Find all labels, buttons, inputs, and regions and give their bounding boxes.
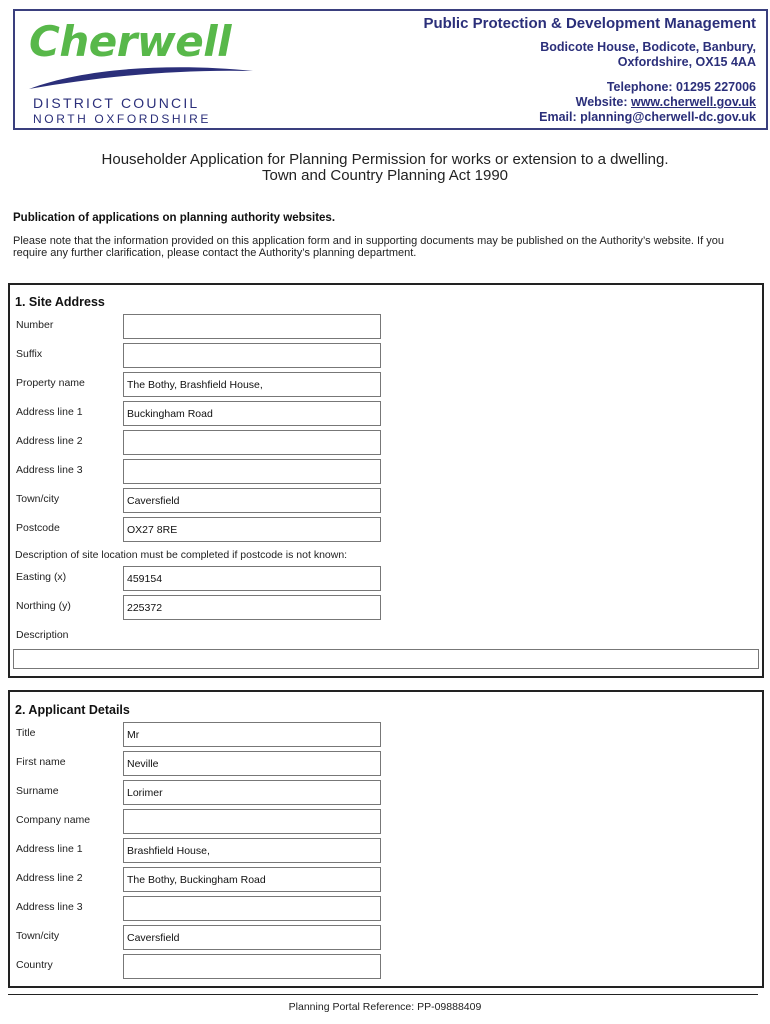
suffix-input[interactable]	[123, 343, 381, 368]
website-link[interactable]: www.cherwell.gov.uk	[630, 95, 756, 109]
publication-heading: Publication of applications on planning authority websites.	[13, 212, 336, 224]
field-company-name	[10, 809, 762, 834]
address-line-1-input[interactable]: Buckingham Road	[123, 401, 381, 426]
northing-input[interactable]: 225372	[123, 595, 381, 620]
field-label: Easting (x)	[16, 571, 67, 583]
location-note: Description of site location must be completed if postcode is not known:	[15, 549, 348, 561]
address-line-1: Bodicote House, Bodicote, Banbury,	[540, 40, 756, 54]
number-input[interactable]	[123, 314, 381, 339]
form-title-line-1: Householder Application for Planning Permission for works or extension to a dwelling.	[101, 151, 669, 168]
field-label: Country	[16, 959, 53, 971]
address-line-3-input[interactable]	[123, 459, 381, 484]
email-link[interactable]: planning@cherwell-dc.gov.uk	[580, 110, 756, 124]
field-label: First name	[16, 756, 66, 768]
logo-subtitle-2: NORTH OXFORDSHIRE	[33, 112, 211, 126]
email-label: Email:	[539, 110, 581, 124]
description-label: Description	[16, 629, 69, 641]
field-address-line-2	[10, 867, 762, 892]
field-address-line-1	[10, 401, 762, 426]
field-suffix	[10, 343, 762, 368]
address-line-2: Oxfordshire, OX15 4AA	[617, 55, 756, 69]
field-label: Property name	[16, 377, 85, 389]
logo-subtitle-1: DISTRICT COUNCIL	[33, 95, 200, 111]
address-line-2-input[interactable]	[123, 430, 381, 455]
field-number	[10, 314, 762, 339]
logo-wordmark: Cherwell	[29, 17, 232, 66]
easting-input[interactable]: 459154	[123, 566, 381, 591]
company-name-input[interactable]	[123, 809, 381, 834]
field-surname	[10, 780, 762, 805]
field-label: Postcode	[16, 522, 60, 534]
field-label: Number	[16, 319, 54, 331]
field-town-city	[10, 925, 762, 950]
field-property-name	[10, 372, 762, 397]
field-label: Town/city	[16, 930, 60, 942]
field-label: Address line 2	[16, 435, 83, 447]
field-label: Address line 1	[16, 406, 83, 418]
address-line-2-input[interactable]: The Bothy, Buckingham Road	[123, 867, 381, 892]
field-address-line-3	[10, 459, 762, 484]
department-name: Public Protection & Development Management	[423, 15, 756, 32]
website-line	[423, 95, 756, 110]
applicant-details-section	[8, 690, 764, 988]
council-logo	[27, 17, 267, 127]
field-label: Suffix	[16, 348, 43, 360]
field-first-name	[10, 751, 762, 776]
field-label: Surname	[16, 785, 59, 797]
field-easting	[10, 566, 762, 591]
field-address-line-2	[10, 430, 762, 455]
field-label: Address line 3	[16, 901, 83, 913]
field-label: Title	[16, 727, 36, 739]
website-label: Website:	[575, 95, 631, 109]
telephone: Telephone: 01295 227006	[606, 80, 756, 94]
field-label: Company name	[16, 814, 91, 826]
address-line-3-input[interactable]	[123, 896, 381, 921]
footer-divider	[8, 994, 758, 995]
planning-portal-reference: Planning Portal Reference: PP-09888409	[288, 1001, 482, 1013]
field-country	[10, 954, 762, 979]
field-address-line-1	[10, 838, 762, 863]
council-header	[13, 9, 768, 130]
field-title	[10, 722, 762, 747]
field-label: Town/city	[16, 493, 60, 505]
site-address-section	[8, 283, 764, 678]
section-title: 1. Site Address	[15, 295, 105, 309]
email-line	[423, 110, 756, 125]
department-contact	[423, 15, 756, 125]
field-label: Address line 1	[16, 843, 83, 855]
town-city-input[interactable]: Caversfield	[123, 925, 381, 950]
field-address-line-3	[10, 896, 762, 921]
title-input[interactable]: Mr	[123, 722, 381, 747]
postcode-input[interactable]: OX27 8RE	[123, 517, 381, 542]
field-label: Address line 3	[16, 464, 83, 476]
logo-swoosh-icon	[27, 53, 257, 93]
field-northing	[10, 595, 762, 620]
form-title-line-2: Town and Country Planning Act 1990	[262, 167, 508, 184]
field-postcode	[10, 517, 762, 542]
publication-text: Please note that the information provided on this application form and in supporting documents may be published on the Authority’s website. If you require any further clarification, please contact the Authority’s planning department.	[13, 235, 724, 259]
form-title	[0, 152, 770, 184]
property-name-input[interactable]: The Bothy, Brashfield House,	[123, 372, 381, 397]
field-label: Address line 2	[16, 872, 83, 884]
town-city-input[interactable]: Caversfield	[123, 488, 381, 513]
first-name-input[interactable]: Neville	[123, 751, 381, 776]
country-input[interactable]	[123, 954, 381, 979]
field-label: Northing (y)	[16, 600, 71, 612]
section-title: 2. Applicant Details	[15, 703, 130, 717]
field-town-city	[10, 488, 762, 513]
surname-input[interactable]: Lorimer	[123, 780, 381, 805]
description-input[interactable]	[13, 649, 759, 669]
address-line-1-input[interactable]: Brashfield House,	[123, 838, 381, 863]
